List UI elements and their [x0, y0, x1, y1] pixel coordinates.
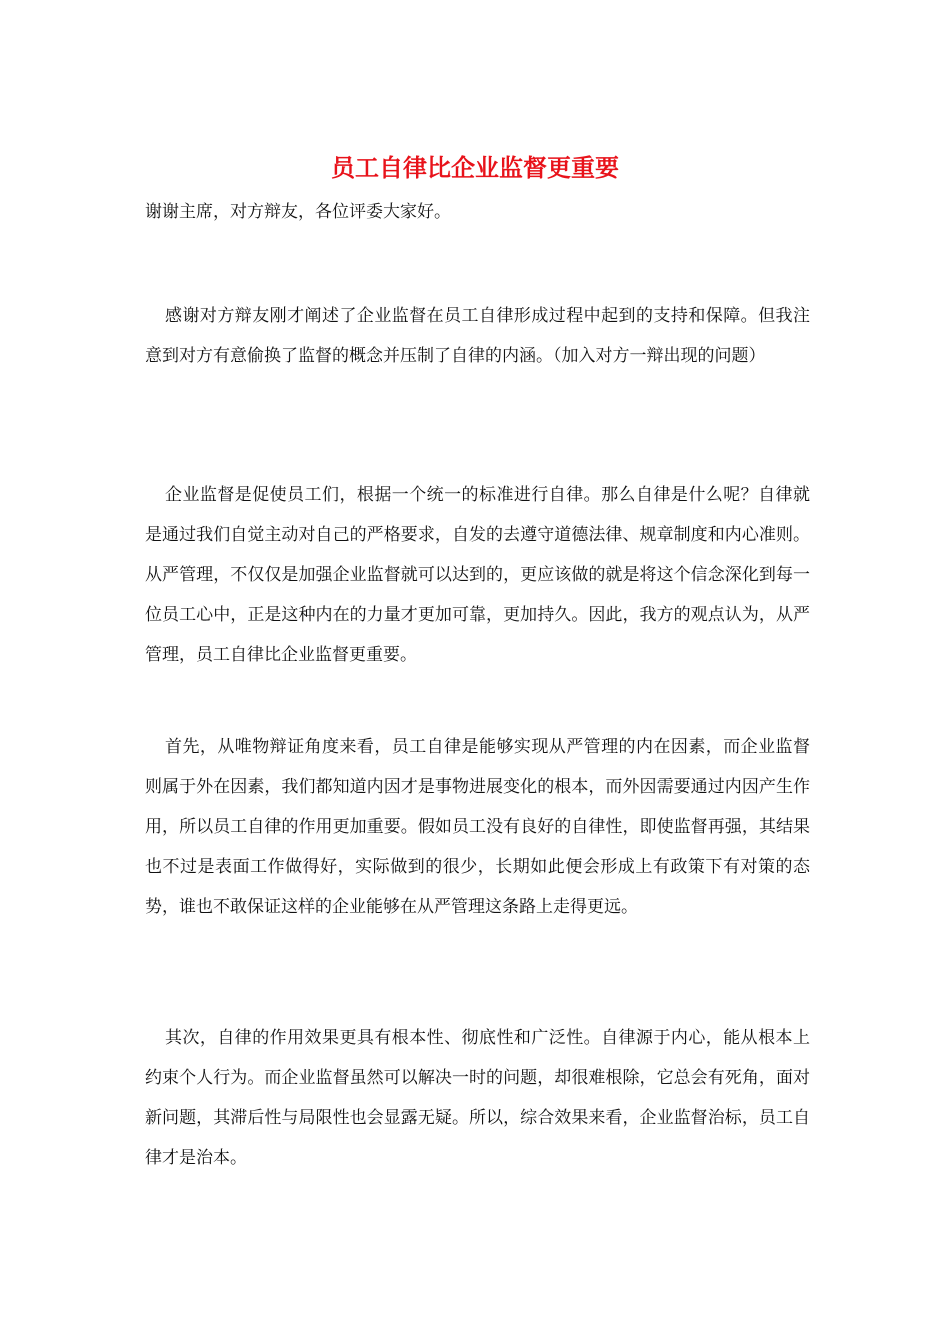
greeting-line: 谢谢主席，对方辩友，各位评委大家好。	[145, 202, 451, 222]
paragraph-2: 企业监督是促使员工们，根据一个统一的标准进行自律。那么自律是什么呢？自律就是通过我们自觉主动对自己的严格要求，自发的去遵守道德法律、规章制度和内心准则。从严管理，不仅仅是加强企业监督就可以达到的，更应该做的就是将这个信念深化到每一位员工心中，正是这种内在的力量才更加可靠，更加持久。因此，我方的观点认为，从严管理，员工自律比企业监督更重要。	[145, 485, 810, 665]
paragraph-1: 感谢对方辩友刚才阐述了企业监督在员工自律形成过程中起到的支持和保障。但我注意到对方有意偷换了监督的概念并压制了自律的内涵。（加入对方一辩出现的问题）	[145, 306, 810, 366]
paragraph-4: 其次，自律的作用效果更具有根本性、彻底性和广泛性。自律源于内心，能从根本上约束个人行为。而企业监督虽然可以解决一时的问题，却很难根除，它总会有死角，面对新问题，其滞后性与局限性也会显露无疑。所以，综合效果来看，企业监督治标，员工自律才是治本。	[145, 1028, 810, 1168]
document-title: 员工自律比企业监督更重要	[331, 153, 619, 182]
paragraph-3: 首先，从唯物辩证角度来看，员工自律是能够实现从严管理的内在因素，而企业监督则属于外在因素，我们都知道内因才是事物进展变化的根本，而外因需要通过内因产生作用，所以员工自律的作用更加重要。假如员工没有良好的自律性，即使监督再强，其结果也不过是表面工作做得好，实际做到的很少，长期如此便会形成上有政策下有对策的态势，谁也不敢保证这样的企业能够在从严管理这条路上走得更远。	[145, 737, 810, 917]
